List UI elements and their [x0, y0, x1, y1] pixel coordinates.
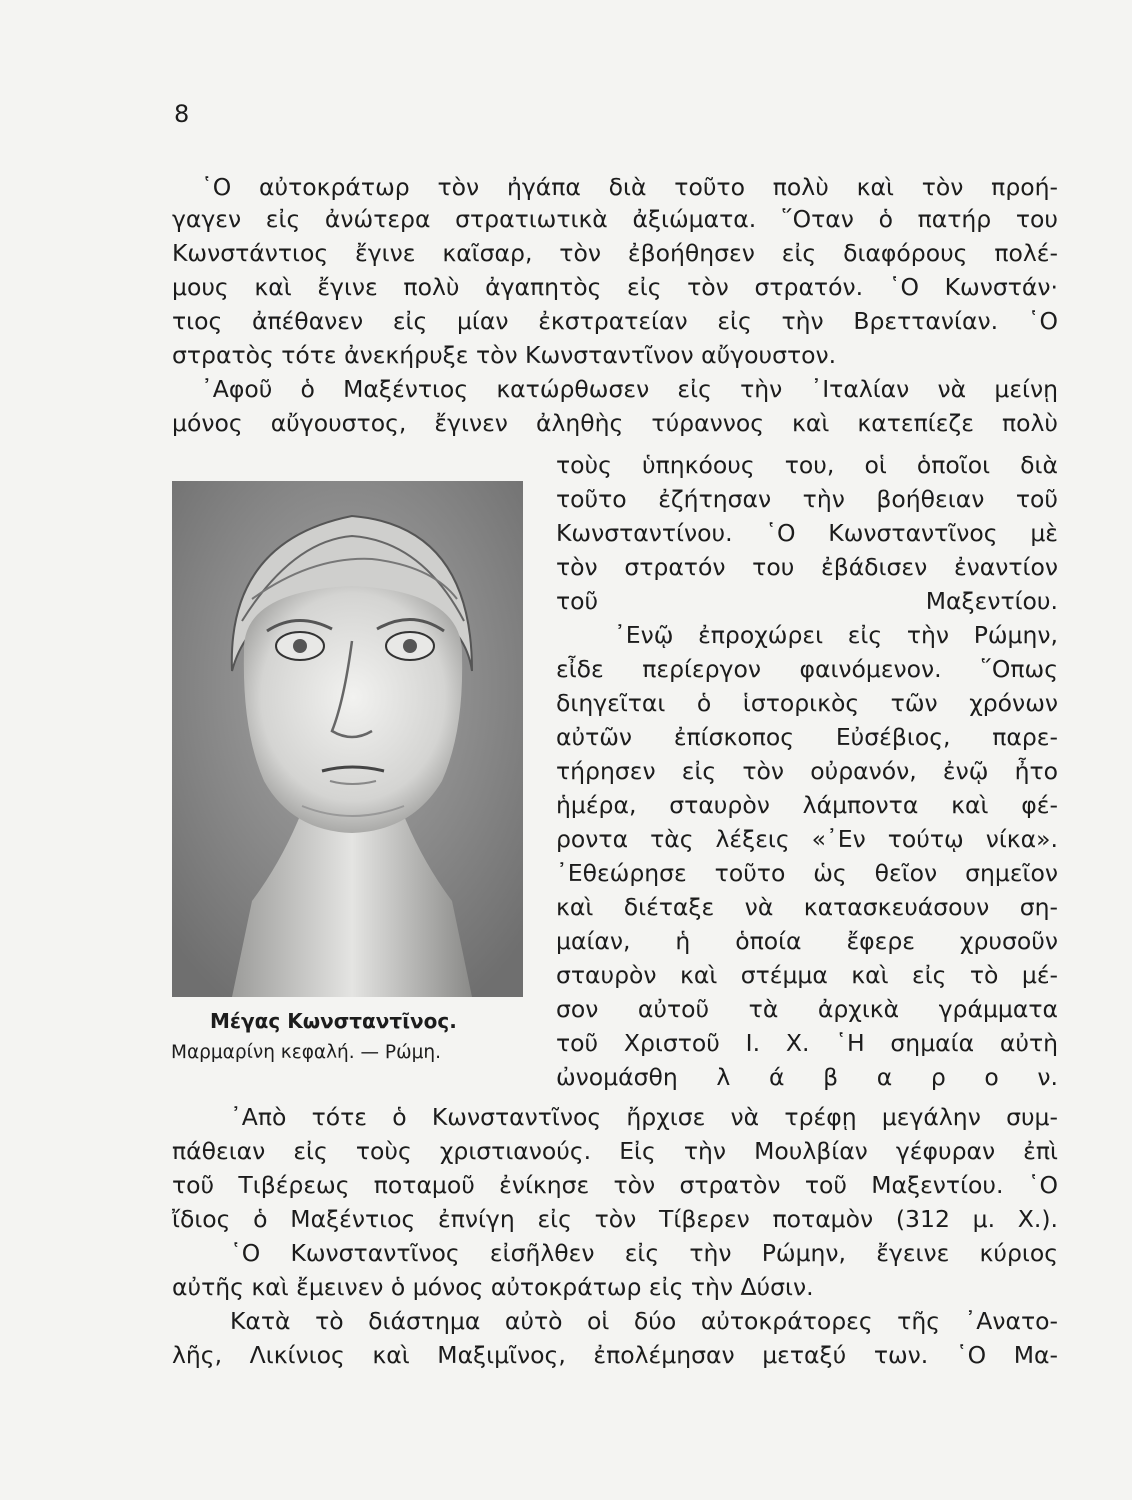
text-line: τὸν στρατόν του ἐβάδισεν ἐναντίον: [556, 553, 1058, 581]
text-line: ὠνομάσθη λ ά β α ρ ο ν.: [556, 1063, 1058, 1091]
marble-head-illustration: [172, 481, 523, 997]
text-line: σον αὐτοῦ τὰ ἀρχικὰ γράμματα: [556, 995, 1058, 1023]
text-line: τιος ἀπέθανεν εἰς μίαν ἐκστρατείαν εἰς τὴν Βρεττανίαν. ῾Ο: [172, 307, 1058, 335]
text-line: Κωνστάντιος ἔγινε καῖσαρ, τὸν ἐβοήθησεν εἰς διαφόρους πολέ-: [172, 239, 1058, 267]
text-line: εἶδε περίεργον φαινόμενον. ῞Οπως: [556, 655, 1058, 683]
text-line: μόνος αὔγουστος, ἔγινεν ἀληθὴς τύραννος καὶ κατεπίεζε πολὺ: [172, 409, 1058, 437]
text-line: ἴδιος ὁ Μαξέντιος ἐπνίγη εἰς τὸν Τίβερεν ποταμὸν (312 μ. Χ.).: [172, 1205, 1058, 1233]
text-line: καὶ διέταξε νὰ κατασκευάσουν ση-: [556, 893, 1058, 921]
portrait-image: [172, 481, 523, 997]
text-line: στρατὸς τότε ἀνεκήρυξε τὸν Κωνσταντῖνον αὔγουστον.: [172, 341, 837, 369]
text-line: τοῦ Τιβέρεως ποταμοῦ ἐνίκησε τὸν στρατὸν τοῦ Μαξεντίου. ῾Ο: [172, 1171, 1058, 1199]
text-line: ῾Ο Κωνσταντῖνος εἰσῆλθεν εἰς τὴν Ρώμην, ἔγεινε κύριος: [230, 1239, 1058, 1267]
text-line: τοὺς ὑπηκόους του, οἱ ὁποῖοι διὰ: [556, 451, 1058, 479]
text-line: πάθειαν εἰς τοὺς χριστιανούς. Εἰς τὴν Μουλβίαν γέφυραν ἐπὶ: [172, 1137, 1058, 1165]
text-line: ᾿Εθεώρησε τοῦτο ὡς θεῖον σημεῖον: [556, 859, 1058, 887]
text-line: ᾿Απὸ τότε ὁ Κωνσταντῖνος ἤρχισε νὰ τρέφῃ μεγάλην συμ-: [230, 1103, 1058, 1131]
text-line: αὐτῆς καὶ ἔμεινεν ὁ μόνος αὐτοκράτωρ εἰς τὴν Δύσιν.: [172, 1273, 814, 1301]
text-line: Κατὰ τὸ διάστημα αὐτὸ οἱ δύο αὐτοκράτορες τῆς ᾿Ανατο-: [230, 1307, 1058, 1335]
text-line: διηγεῖται ὁ ἱστορικὸς τῶν χρόνων: [556, 689, 1058, 717]
page-number: 8: [174, 100, 190, 128]
text-line: ῾Ο αὐτοκράτωρ τὸν ἠγάπα διὰ τοῦτο πολὺ καὶ τὸν προή-: [201, 173, 1058, 201]
text-line: ᾿Ενῷ ἐπροχώρει εἰς τὴν Ρώμην,: [614, 621, 1058, 649]
text-line: λῆς, Λικίνιος καὶ Μαξιμῖνος, ἐπολέμησαν μεταξύ των. ῾Ο Μα-: [172, 1341, 1058, 1369]
text-line: ᾿Αφοῦ ὁ Μαξέντιος κατώρθωσεν εἰς τὴν ᾿Ιταλίαν νὰ μείνῃ: [201, 375, 1058, 403]
text-line: σταυρὸν καὶ στέμμα καὶ εἰς τὸ μέ-: [556, 961, 1058, 989]
figure-caption-subtitle: Μαρμαρίνη κεφαλή. — Ρώμη.: [171, 1042, 441, 1063]
figure-caption-title: Μέγας Κωνσταντῖνος.: [210, 1009, 457, 1033]
text-line: γαγεν εἰς ἀνώτερα στρατιωτικὰ ἀξιώματα. ῞Οταν ὁ πατήρ του: [172, 205, 1058, 233]
text-line: ροντα τὰς λέξεις «᾿Εν τούτῳ νίκα».: [556, 825, 1058, 853]
text-line: τήρησεν εἰς τὸν οὐρανόν, ἐνῷ ἦτο: [556, 757, 1058, 785]
text-line: τοῦ Μαξεντίου.: [556, 587, 1058, 615]
text-line: αὐτῶν ἐπίσκοπος Εὐσέβιος, παρε-: [556, 723, 1058, 751]
text-line: μαίαν, ἡ ὁποία ἔφερε χρυσοῦν: [556, 927, 1058, 955]
text-line: μους καὶ ἔγινε πολὺ ἀγαπητὸς εἰς τὸν στρατόν. ῾Ο Κωνστάν·: [172, 273, 1058, 301]
text-line: Κωνσταντίνου. ῾Ο Κωνσταντῖνος μὲ: [556, 519, 1058, 547]
text-line: ἡμέρα, σταυρὸν λάμποντα καὶ φέ-: [556, 791, 1058, 819]
text-line: τοῦ Χριστοῦ Ι. Χ. ῾Η σημαία αὐτὴ: [556, 1029, 1058, 1057]
text-line: τοῦτο ἐζήτησαν τὴν βοήθειαν τοῦ: [556, 485, 1058, 513]
